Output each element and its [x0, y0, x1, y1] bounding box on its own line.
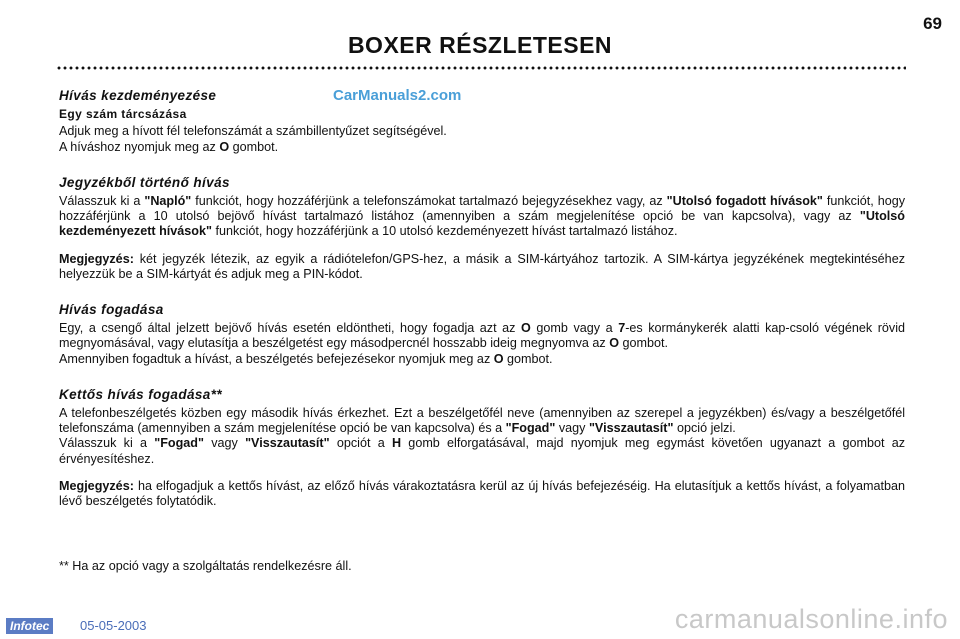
note: Megjegyzés: két jegyzék létezik, az egyik a rádiótelefon/GPS-hez, a másik a SIM-kártyához tartozik. A SIM-kártya jegyzékének megtekintéséhez helyezzük be a SIM-kártyát és adjuk meg a PIN-kódot. [59, 251, 905, 281]
paragraph: Amennyiben fogadtuk a hívást, a beszélgetés befejezésekor nyomjuk meg az O gombot. [59, 351, 553, 366]
footnote: ** Ha az opció vagy a szolgáltatás rendelkezésre áll. [59, 559, 352, 574]
paragraph: Egy, a csengő által jelzett bejövő hívás esetén eldöntheti, hogy fogadja azt az O gomb vagy a 7-es kormánykerék alatti kap-csoló végének rövid megnyomásával, vagy elutasítja a beszélgetést egy másodpercnél hosszabb ideig megnyomva az O gombot. [59, 321, 905, 351]
heading-receive-call: Hívás fogadása [59, 302, 164, 318]
paragraph: A híváshoz nyomjuk meg az O gombot. [59, 139, 279, 154]
infotec-logo: Infotec [6, 618, 53, 634]
watermark-bottom: carmanualsonline.info [674, 604, 948, 634]
paragraph: Válasszuk ki a "Fogad" vagy "Visszautasít" opciót a H gomb elforgatásával, majd nyomjuk meg egymást követően ugyanazt a gombot az érvényesítéshez. [59, 436, 906, 466]
page-title: BOXER RÉSZLETESEN [347, 32, 613, 58]
heading-directory-call: Jegyzékből történő hívás [59, 174, 230, 190]
page-number: 69 [923, 14, 942, 33]
paragraph: Adjuk meg a hívott fél telefonszámát a számbillentyűzet segítségével. [59, 124, 447, 139]
subheading-dial-number: Egy szám tárcsázása [59, 107, 187, 122]
footer-date: 05-05-2003 [80, 618, 147, 633]
paragraph: A telefonbeszélgetés közben egy második hívás érkezhet. Ezt a beszélgetőfél neve (amennyiben az szerepel a jegyzékben) és/vagy a beszélgetőfél telefonszáma (amennyiben a szám megjelenítése opció be van kapcsolva) és a "Fogad" vagy "Visszautasít" opció jelzi. [59, 406, 905, 436]
manual-content [59, 88, 905, 574]
dotted-divider [56, 66, 906, 70]
heading-double-call: Kettős hívás fogadása** [59, 386, 222, 402]
heading-call-initiation: Hívás kezdeményezése [59, 88, 217, 103]
paragraph: Válasszuk ki a "Napló" funkciót, hogy hozzáférjünk a telefonszámokat tartalmazó bejegyzésekhez vagy, az "Utolsó fogadott hívások" funkciót, hogy hozzáférjünk a 10 utolsó bejövő hívást tartalmazó listához (amennyiben a szám megjelenítése opció be van kapcsolva), vagy az "Utolsó kezdeményezett hívások" funkciót, hogy hozzáférjünk a 10 utolsó kezdeményezett hívást tartalmazó listához. [59, 194, 906, 239]
note: Megjegyzés: ha elfogadjuk a kettős hívást, az előző hívás várakoztatásra kerül az új hívás befejezéséig. Ha elutasítjuk a kettős hívást, a folyamatban lévő beszélgetés folytatódik. [59, 478, 905, 509]
watermark-top: CarManuals2.com [333, 87, 462, 104]
